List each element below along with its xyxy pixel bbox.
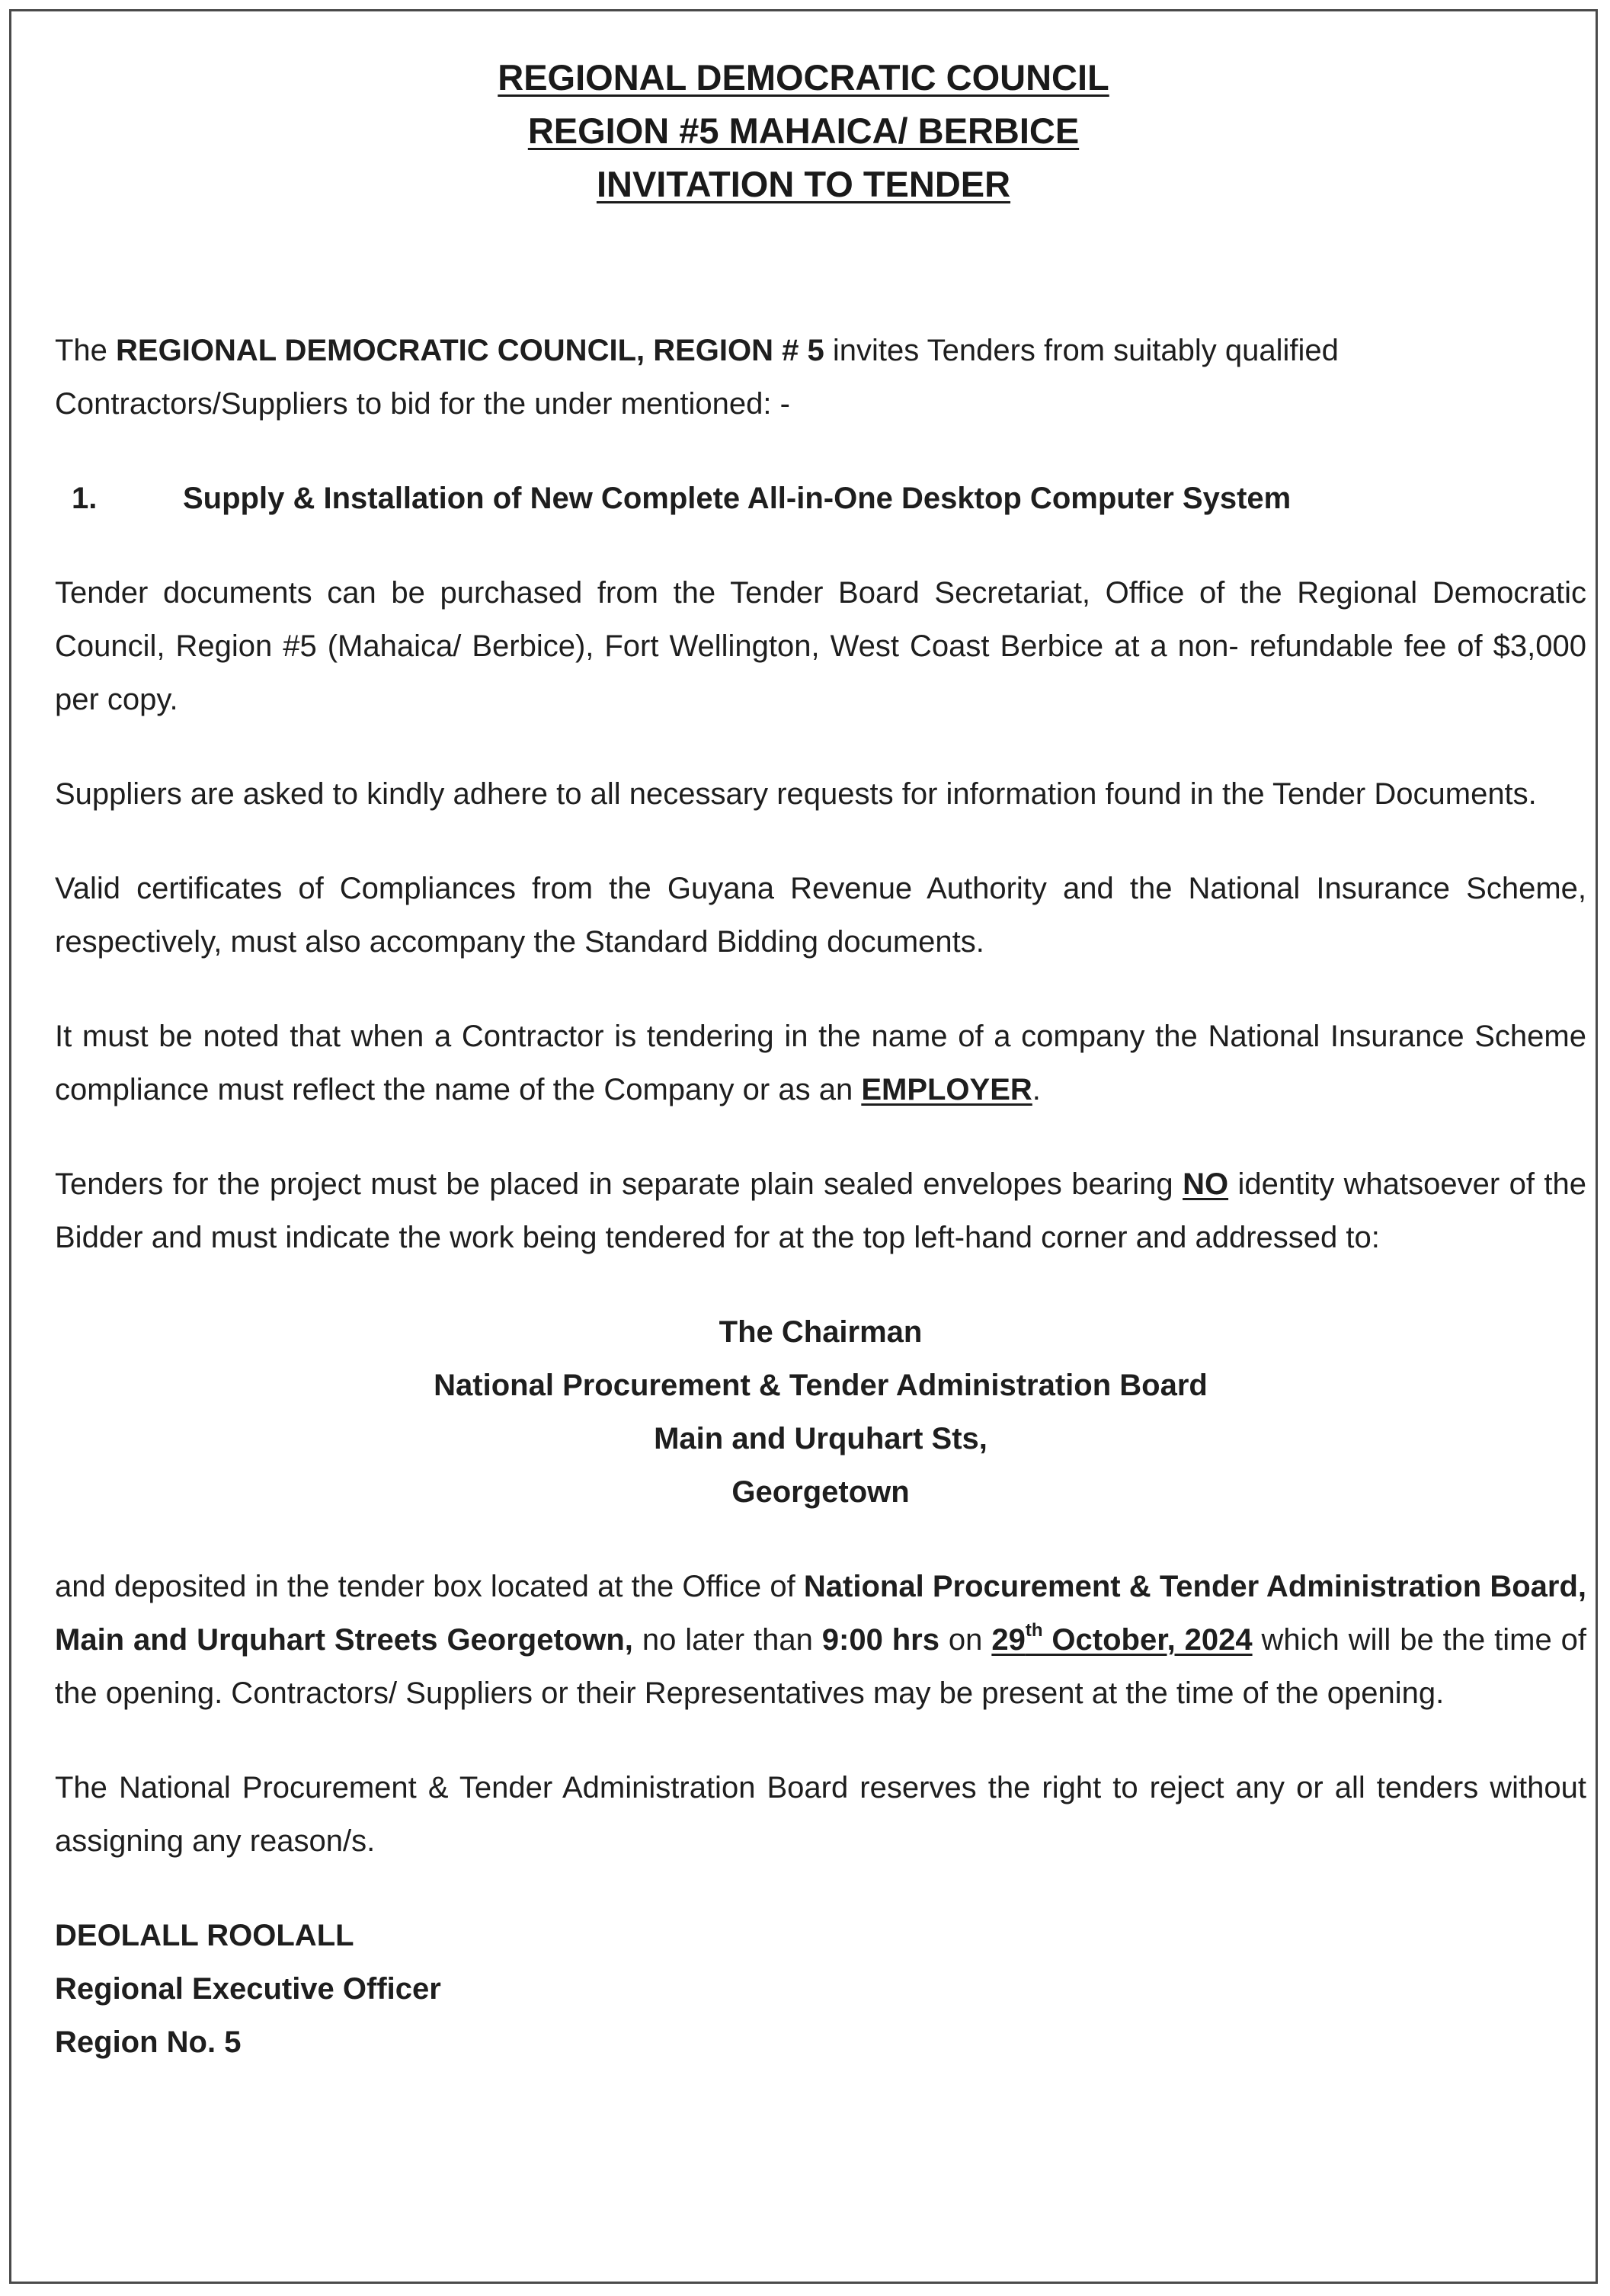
deposit-location: National Procurement & Tender Administration Board, Main and Urquhart Streets Georgetown, xyxy=(55,1570,1587,1657)
signatory-title: Regional Executive Officer xyxy=(55,1972,441,2006)
address-line-board: National Procurement & Tender Administration Board xyxy=(434,1369,1208,1402)
council-title: REGIONAL DEMOCRATIC COUNCIL xyxy=(498,57,1109,98)
envelopes-paragraph: Tenders for the project must be placed in separate plain sealed envelopes bearing NO identity whatsoever of the Bidder and must indicate the work being tendered for at the top left-hand corner and addressed to: xyxy=(55,1167,1586,1254)
deadline-time: 9:00 hrs xyxy=(821,1623,939,1657)
item-number: 1. xyxy=(72,482,98,515)
address-line-street: Main and Urquhart Sts, xyxy=(654,1422,987,1455)
adhere-paragraph: Suppliers are asked to kindly adhere to all necessary requests for information found in the Tender Documents. xyxy=(55,777,1537,811)
intro-paragraph: The REGIONAL DEMOCRATIC COUNCIL, REGION # 5 invites Tenders from suitably qualified Contractors/Suppliers to bid for the under mentioned: - xyxy=(55,334,1339,421)
deadline-date: 29th October, 2024 xyxy=(991,1620,1253,1657)
notice-body xyxy=(55,324,1586,2069)
noted-paragraph: It must be noted that when a Contractor is tendering in the name of a company the National Insurance Scheme compliance must reflect the name of the Company or as an EMPLOYER. xyxy=(55,1020,1586,1106)
documents-paragraph: Tender documents can be purchased from the Tender Board Secretariat, Office of the Regional Democratic Council, Region #5 (Mahaica/ Berbice), Fort Wellington, West Coast Berbice at a non- refundable fee of $3,000 per copy. xyxy=(55,576,1586,716)
notice-header xyxy=(11,51,1596,211)
employer-emphasis: EMPLOYER xyxy=(861,1073,1032,1106)
no-emphasis: NO xyxy=(1183,1167,1229,1201)
address-line-chairman: The Chairman xyxy=(719,1315,923,1349)
council-name: REGIONAL DEMOCRATIC COUNCIL, REGION # 5 xyxy=(116,334,824,367)
signatory-name: DEOLALL ROOLALL xyxy=(55,1919,354,1952)
notice-title: INVITATION TO TENDER xyxy=(596,164,1011,204)
reserve-paragraph: The National Procurement & Tender Administration Board reserves the right to reject any or all tenders without assigning any reason/s. xyxy=(55,1771,1586,1858)
item-description: Supply & Installation of New Complete All-in-One Desktop Computer System xyxy=(183,482,1292,515)
signature-block xyxy=(55,1909,1586,2069)
address-block xyxy=(55,1305,1586,1519)
address-line-city: Georgetown xyxy=(731,1475,910,1509)
tender-item xyxy=(55,472,1586,525)
certificates-paragraph: Valid certificates of Compliances from the Guyana Revenue Authority and the National Insurance Scheme, respectively, must also accompany the Standard Bidding documents. xyxy=(55,872,1586,959)
tender-notice xyxy=(9,9,1598,2284)
region-title: REGION #5 MAHAICA/ BERBICE xyxy=(527,110,1080,151)
deposit-paragraph: and deposited in the tender box located at the Office of National Procurement & Tender Administration Board, Main and Urquhart Streets Georgetown, no later than 9:00 hrs on 29th October, 2024 which will be the time of the opening. Contractors/ Suppliers or their Representatives may be present at the time of the opening. xyxy=(55,1570,1587,1710)
signatory-region: Region No. 5 xyxy=(55,2025,242,2059)
